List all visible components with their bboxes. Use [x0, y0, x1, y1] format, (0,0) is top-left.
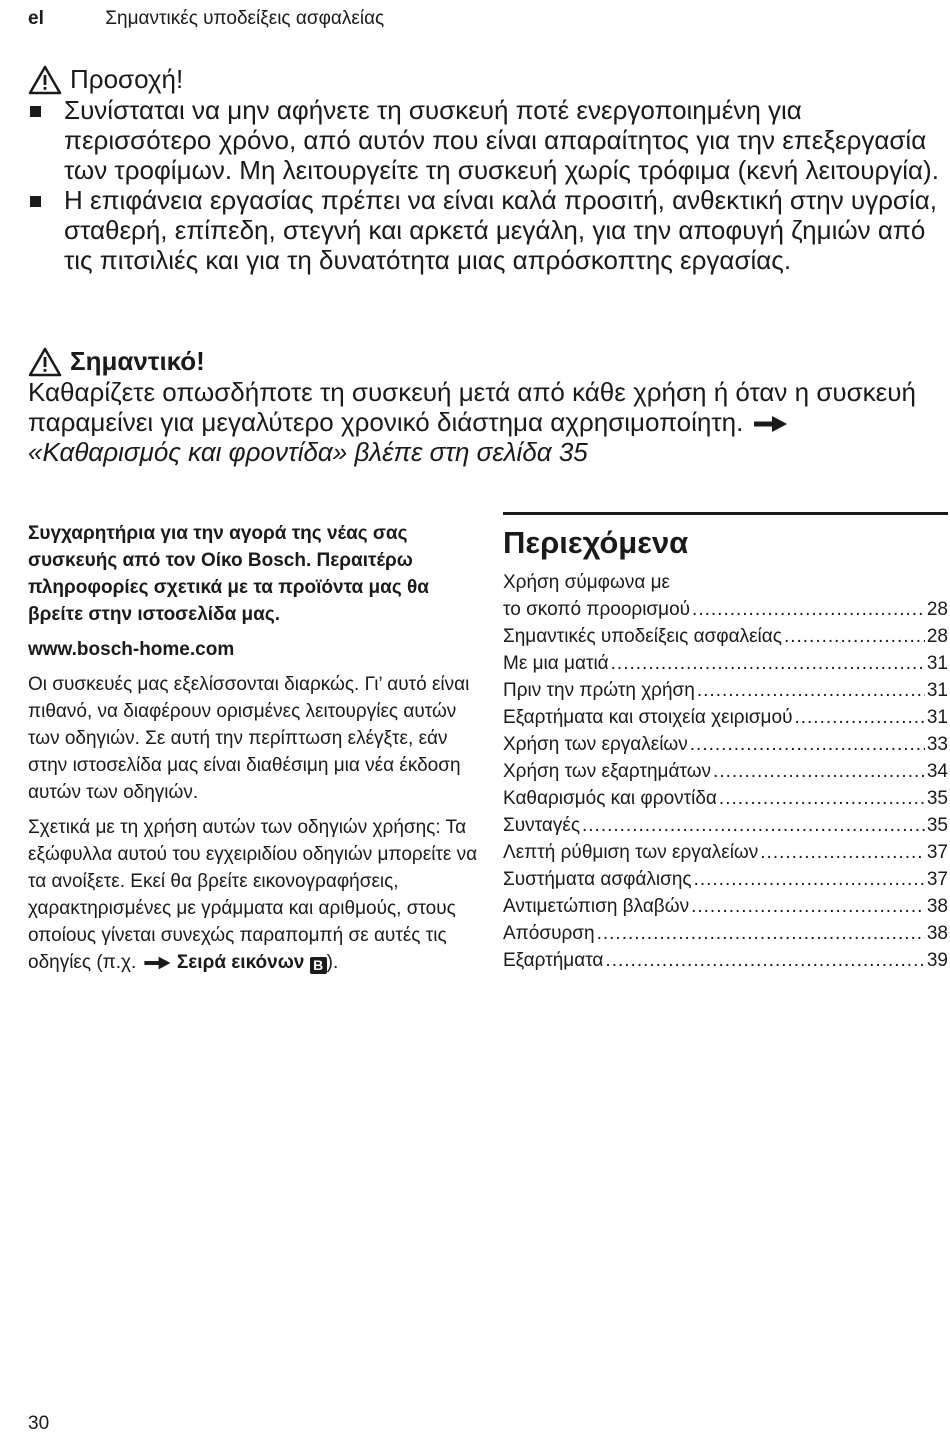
toc-entry[interactable] [503, 677, 948, 704]
toc-entry[interactable] [503, 812, 948, 839]
toc-dot-leader [611, 650, 925, 677]
toc-dot-leader [697, 677, 925, 704]
toc-entry-label: Χρήση των εξαρτημάτων [503, 761, 712, 782]
toc-entry[interactable] [503, 758, 948, 785]
toc-entry-page: 28 [926, 599, 948, 620]
page-header [28, 8, 384, 30]
intro-column [28, 520, 478, 984]
toc-dot-leader [794, 704, 924, 731]
toc-entry-label: Απόσυρση [503, 923, 595, 944]
caution-list [28, 95, 943, 275]
important-title: Σημαντικό! [70, 346, 205, 376]
caution-heading [28, 64, 943, 95]
warning-triangle-icon [28, 347, 62, 377]
toc-entry-label: Με μια ματιά [503, 653, 609, 674]
toc-entry-label: Εξαρτήματα [503, 950, 604, 971]
toc-entry-label: Αντιμετώπιση βλαβών [503, 896, 690, 917]
toc-entry[interactable] [503, 785, 948, 812]
toc-entry-page: 38 [926, 896, 948, 917]
toc-entry-label: Λεπτή ρύθμιση των εργαλείων [503, 842, 759, 863]
arrow-right-icon [751, 414, 789, 434]
toc-list [503, 569, 948, 974]
toc-entry-label: Συνταγές [503, 815, 580, 836]
important-text [28, 377, 943, 467]
toc-entry-page: 31 [926, 707, 948, 728]
toc-dot-leader [690, 731, 925, 758]
page-number: 30 [28, 1413, 50, 1434]
toc-entry-page: 39 [926, 950, 948, 971]
toc-entry-label: Καθαρισμός και φροντίδα [503, 788, 717, 809]
toc-entry[interactable] [503, 839, 948, 866]
toc-entry-page: 37 [926, 869, 948, 890]
toc-dot-leader [692, 596, 925, 623]
toc-entry-page: 35 [926, 788, 948, 809]
warning-triangle-icon [28, 65, 62, 95]
congratulations-text: Συγχαρητήρια για την αγορά της νέας σας συσκευής από τον Οίκο Bosch. Περαιτέρω πληροφορίες σχετικά με τα προϊόντα μας θα βρείτε στην ιστοσελίδα μας. [28, 523, 429, 625]
arrow-right-icon [142, 955, 172, 971]
toc-dot-leader [694, 866, 925, 893]
toc-dot-leader [691, 893, 925, 920]
toc-dot-leader [760, 839, 925, 866]
usage-text-end: ). [326, 952, 339, 973]
toc-entry[interactable] [503, 920, 948, 947]
list-item: Συνίσταται να μην αφήνετε τη συσκευή ποτέ ενεργοποιημένη για περισσότερο χρόνο, από αυτόν που είναι απαραίτητος για την επεξεργασία των τροφίμων. Μη λειτουργείτε τη συσκευή χωρίς τρόφιμα (κενή λειτουργία). [28, 95, 943, 185]
toc-dot-leader [713, 758, 925, 785]
toc-entry[interactable] [503, 731, 948, 758]
toc-entry-label: Χρήση των εργαλείων [503, 734, 688, 755]
table-of-contents [503, 512, 948, 974]
toc-dot-leader [582, 812, 925, 839]
toc-entry-label: Σημαντικές υποδείξεις ασφαλείας [503, 626, 782, 647]
important-body: Καθαρίζετε οπωσδήποτε τη συσκευή μετά από κάθε χρήση ή όταν η συσκευή παραμείνει για μεγαλύτερο χρονικό διάστημα αχρησιμοποίητη. [28, 377, 916, 437]
toc-entry-label: Εξαρτήματα και στοιχεία χειρισμού [503, 707, 793, 728]
website-link[interactable]: www.bosch-home.com [28, 639, 235, 660]
toc-entry[interactable] [503, 893, 948, 920]
toc-entry-page: 33 [926, 734, 948, 755]
toc-entry-page: 35 [926, 815, 948, 836]
toc-entry-label: Πριν την πρώτη χρήση [503, 680, 695, 701]
toc-entry[interactable] [503, 650, 948, 677]
toc-entry[interactable] [503, 623, 948, 650]
toc-entry[interactable] [503, 596, 948, 623]
list-item: Η επιφάνεια εργασίας πρέπει να είναι καλά προσιτή, ανθεκτική στην υγρσία, σταθερή, επίπεδη, στεγνή και αρκετά μεγάλη, για την αποφυγή ζημιών από τις πιτσιλιές και για τη δυνατότητα μιας απρόσκοπτης εργασίας. [28, 185, 943, 275]
figure-letter-badge: B [310, 957, 327, 974]
important-heading [28, 346, 943, 377]
toc-entry[interactable] [503, 704, 948, 731]
toc-entry-page: 31 [926, 653, 948, 674]
important-block [28, 346, 943, 467]
toc-title: Περιεχόμενα [503, 525, 689, 560]
usage-paragraph [28, 814, 478, 976]
toc-entry-page: 38 [926, 923, 948, 944]
language-code: el [28, 8, 44, 29]
caution-block [28, 64, 943, 275]
toc-entry-page: 34 [926, 761, 948, 782]
toc-entry-page: 37 [926, 842, 948, 863]
toc-entry[interactable] [503, 866, 948, 893]
cross-reference-link[interactable]: «Καθαρισμός και φροντίδα» βλέπε στη σελίδα 35 [28, 437, 588, 467]
usage-text: Σχετικά με τη χρήση αυτών των οδηγιών χρήσης: Τα εξώφυλλα αυτού του εγχειριδίου οδηγιών μπορείτε να τα ανοίξετε. Εκεί θα βρείτε εικονογραφήσεις, χαρακτηρισμένες με γράμματα και αριθμούς, στους οποίους γίνεται συνεχώς παραπομπή σε αυτές τις οδηγίες (π.χ. [28, 817, 478, 973]
toc-entry[interactable] [503, 947, 948, 974]
toc-dot-leader [605, 947, 924, 974]
toc-entry-page: 31 [926, 680, 948, 701]
toc-entry-label: Συστήματα ασφάλισης [503, 869, 692, 890]
figure-series-ref[interactable]: Σειρά εικόνων [176, 952, 305, 973]
toc-dot-leader [719, 785, 925, 812]
toc-first-line: Χρήση σύμφωνα με [503, 572, 671, 593]
section-title: Σημαντικές υποδείξεις ασφαλείας [105, 8, 385, 29]
toc-entry-page: 28 [926, 626, 948, 647]
caution-title: Προσοχή! [70, 64, 184, 94]
toc-entry-label: το σκοπό προορισμού [503, 599, 691, 620]
toc-dot-leader [784, 623, 925, 650]
toc-dot-leader [597, 920, 925, 947]
intro-paragraph: Οι συσκευές μας εξελίσσονται διαρκώς. Γι’ αυτό είναι πιθανό, να διαφέρουν ορισμένες λειτουργίες αυτών των οδηγιών. Σε αυτή την περίπτωση ελέγξτε, εάν στην ιστοσελίδα μας είναι διαθέσιμη μια νέα έκδοση αυτών των οδηγιών. [28, 674, 470, 803]
